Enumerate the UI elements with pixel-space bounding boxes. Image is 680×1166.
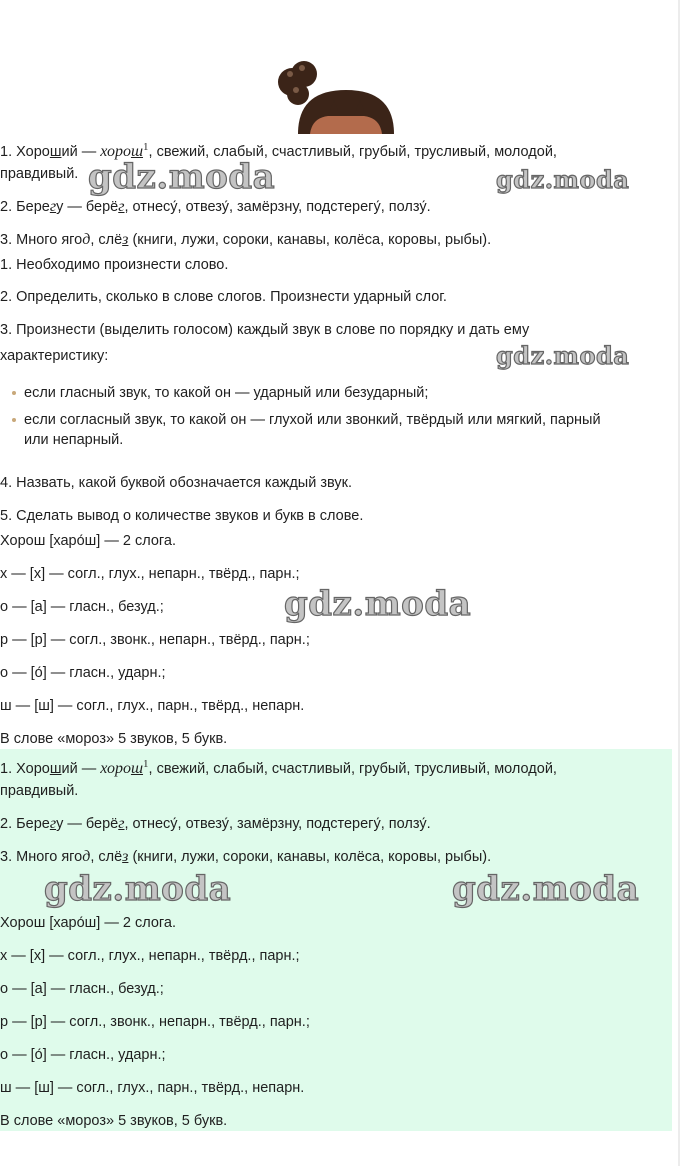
highlight-block [0, 749, 672, 1131]
step-3-line-1: 3. Произнести (выделить голосом) каждый звук в слове по порядку и дать ему [0, 322, 530, 338]
watermark-logo: gdz.moda [496, 165, 630, 194]
mascot-icon [268, 60, 408, 134]
analysis-row: х — [х] — согл., глух., непарн., твёрд., парн.; [0, 566, 300, 582]
exercise-1-line-1: 1. Хороший — хорош$^1$, свежий, слабый, счастливый, грубый, трусливый, молодой, [0, 141, 557, 160]
analysis-row: о — [о́] — гласн., ударн.; [0, 665, 166, 681]
bullet-icon [12, 391, 16, 395]
exercise-1-line-2: правдивый. [0, 783, 79, 799]
watermark-logo: gdz.moda [88, 157, 276, 197]
analysis-word: Хорош [харо́ш] — 2 слога. [0, 533, 176, 549]
analysis-row: о — [о́] — гласн., ударн.; [0, 1047, 166, 1063]
watermark-logo: gdz.moda [496, 341, 630, 370]
step-2: 2. Определить, сколько в слове слогов. Произнести ударный слог. [0, 289, 447, 305]
analysis-word: Хорош [харо́ш] — 2 слога. [0, 915, 176, 931]
exercise-3: 3. Много ягод, слёз (книги, лужи, сороки, канавы, колёса, коровы, рыбы). [0, 231, 492, 248]
exercise-2: 2. Берегу — берёг, отнесу́, отвезу́, замёрзну, подстерегу́, ползу́. [0, 815, 431, 832]
step-4: 4. Назвать, какой буквой обозначается каждый звук. [0, 475, 352, 491]
analysis-row: р — [р] — согл., звонк., непарн., твёрд., парн.; [0, 632, 310, 648]
analysis-row: р — [р] — согл., звонк., непарн., твёрд., парн.; [0, 1014, 310, 1030]
exercise-3: 3. Много ягод, слёз (книги, лужи, сороки, канавы, колёса, коровы, рыбы). [0, 848, 492, 865]
bullet-icon [12, 418, 16, 422]
exercise-1-line-2: правдивый. [0, 166, 79, 182]
bullet-1: если гласный звук, то какой он — ударный или безударный; [24, 385, 429, 401]
bullet-2-line-2: или непарный. [24, 432, 124, 448]
analysis-summary: В слове «мороз» 5 звуков, 5 букв. [0, 731, 228, 747]
step-5: 5. Сделать вывод о количестве звуков и букв в слове. [0, 508, 364, 524]
watermark-logo: gdz.moda [452, 869, 640, 909]
bullet-2-line-1: если согласный звук, то какой он — глухой или звонкий, твёрдый или мягкий, парный [24, 412, 601, 428]
exercise-2: 2. Берегу — берёг, отнесу́, отвезу́, замёрзну, подстерегу́, ползу́. [0, 198, 431, 215]
step-3-line-2: характеристику: [0, 348, 109, 364]
analysis-row: х — [х] — согл., глух., непарн., твёрд., парн.; [0, 948, 300, 964]
analysis-summary: В слове «мороз» 5 звуков, 5 букв. [0, 1113, 228, 1129]
watermark-logo: gdz.moda [284, 584, 472, 624]
exercise-1-line-1: 1. Хороший — хорош$^1$, свежий, слабый, счастливый, грубый, трусливый, молодой, [0, 758, 557, 777]
analysis-row: ш — [ш] — согл., глух., парн., твёрд., непарн. [0, 698, 305, 714]
analysis-row: о — [а] — гласн., безуд.; [0, 981, 164, 997]
watermark-logo: gdz.moda [44, 869, 232, 909]
analysis-row: о — [а] — гласн., безуд.; [0, 599, 164, 615]
analysis-row: ш — [ш] — согл., глух., парн., твёрд., непарн. [0, 1080, 305, 1096]
step-1: 1. Необходимо произнести слово. [0, 257, 229, 273]
